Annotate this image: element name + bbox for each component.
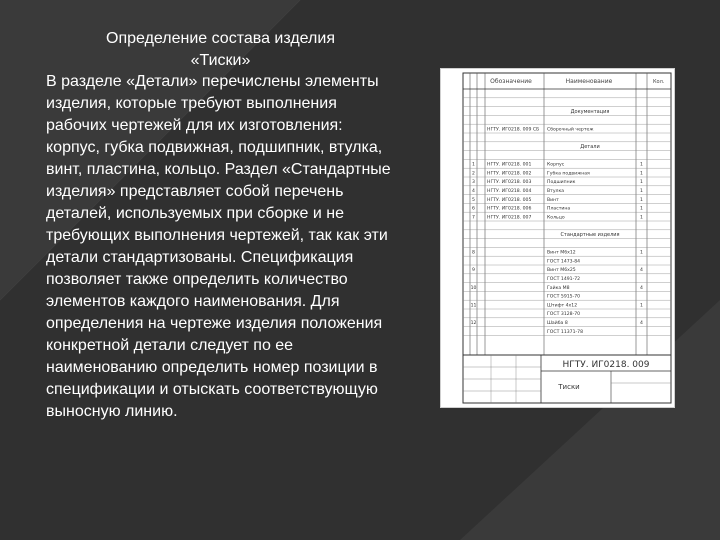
stamp-code: НГТУ. ИГ0218. 009 (562, 360, 650, 370)
standard-pos: 8 (472, 250, 475, 256)
standard-qty: 1 (640, 303, 643, 309)
part-code: НГТУ. ИГ0218. 003 (487, 180, 532, 186)
standard-qty: 4 (640, 321, 643, 326)
stamp-title: Тиски (558, 383, 580, 391)
part-qty: 1 (640, 180, 643, 186)
standard-pos: 12 (470, 321, 477, 326)
part-qty: 1 (640, 215, 643, 221)
part-name: Втулка (547, 189, 565, 194)
part-code: НГТУ. ИГ0218. 001 (487, 162, 532, 168)
standard-name: Штифт 4х12 (547, 303, 578, 309)
section-standard-title: Стандартные изделия (560, 232, 620, 238)
part-pos: 5 (472, 197, 475, 203)
spec-rows (463, 98, 671, 336)
part-code: НГТУ. ИГ0218. 002 (487, 171, 532, 177)
section-docs-title: Документация (570, 108, 610, 115)
part-code: НГТУ. ИГ0218. 007 (487, 215, 532, 221)
assembly-name: Сборочный чертеж (547, 127, 594, 133)
standard-qty: 4 (640, 268, 643, 274)
sheet-border (463, 73, 671, 403)
header-name: Наименование (565, 78, 613, 85)
part-pos: 3 (472, 180, 475, 186)
standard-name: ГОСТ 1473-84 (547, 259, 581, 265)
part-name: Подшипник (547, 180, 576, 186)
assembly-code: НГТУ. ИГ0218. 009 СБ (487, 127, 540, 133)
standard-pos: 10 (470, 285, 477, 291)
part-code: НГТУ. ИГ0218. 006 (487, 206, 532, 212)
header-designation: Обозначение (490, 78, 532, 85)
part-name: Кольцо (547, 215, 565, 221)
part-qty: 1 (640, 162, 643, 168)
part-name: Корпус (547, 162, 565, 168)
section-parts-title: Детали (580, 144, 600, 150)
standard-name: Винт М6х12 (547, 250, 576, 256)
slide-title-line1: Определение состава изделия (106, 30, 335, 47)
slide-title (48, 28, 393, 72)
part-name: Винт (547, 197, 559, 203)
slide-body-text: В разделе «Детали» перечислены элементы изделия, которые требуют выполнения рабочих чертежей для их изготовления: корпус, губка подвижная, подшипник, втулка, винт, пластина, кольцо. Раздел «Стандартные изделия» представляет собой перечень деталей, используемых при сборке и не требующих выполнения чертежей, так как эти детали стандартизованы. Спецификация позволяет также определить количество элементов каждого наименования. Для определения на чертеже изделия положения конкретной детали следует по ее наименованию определить номер позиции в спецификации и отыскать соответствующую выносную линию. (46, 73, 391, 420)
part-qty: 1 (640, 206, 643, 212)
part-qty: 1 (640, 189, 643, 194)
standard-name: Винт М6х25 (547, 268, 576, 274)
standard-name: Гайка М8 (547, 285, 570, 291)
specification-drawing (440, 68, 675, 408)
part-pos: 1 (472, 162, 475, 168)
standard-name: ГОСТ 5915-70 (547, 294, 581, 300)
standard-name: ГОСТ 11371-78 (547, 329, 584, 335)
part-code: НГТУ. ИГ0218. 004 (487, 189, 532, 194)
part-name: Губка подвижная (547, 171, 590, 177)
standard-name: ГОСТ 1491-72 (547, 277, 581, 282)
part-pos: 2 (472, 171, 475, 177)
standard-pos: 11 (470, 303, 477, 309)
part-qty: 1 (640, 197, 643, 203)
header-qty: Кол. (653, 79, 665, 85)
standard-name: Шайба 8 (547, 321, 568, 326)
part-pos: 7 (472, 215, 475, 221)
part-pos: 6 (472, 206, 475, 212)
standard-qty: 1 (640, 250, 643, 256)
standard-qty: 4 (640, 285, 643, 291)
part-pos: 4 (472, 189, 475, 194)
slide-title-line2: «Тиски» (190, 52, 251, 69)
standard-name: ГОСТ 3128-70 (547, 312, 581, 318)
part-code: НГТУ. ИГ0218. 005 (487, 197, 532, 203)
part-name: Пластина (547, 206, 571, 212)
specification-svg (441, 69, 676, 409)
standard-pos: 9 (472, 268, 475, 274)
part-qty: 1 (640, 171, 643, 177)
